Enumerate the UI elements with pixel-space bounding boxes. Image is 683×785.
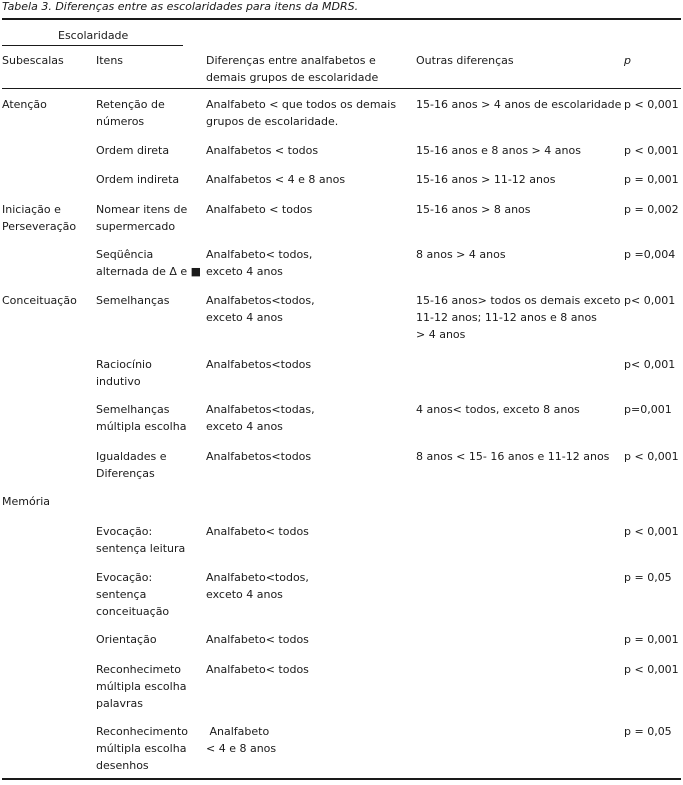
cell-outras-diferencas-line: 15-16 anos e 8 anos > 4 anos [416,144,581,157]
group-underline [2,45,183,46]
cell-p-value [624,142,682,159]
cell-diferenca-analfabetos-line: exceto 4 anos [206,420,283,433]
cell-outras-diferencas [416,171,616,188]
cell-item [96,96,201,130]
cell-p-value-line: p < 0,001 [624,98,679,111]
cell-diferenca-analfabetos [206,292,411,326]
cell-item-line: Semelhanças [96,403,170,416]
cell-p-value [624,292,682,309]
cell-p-value-line: p = 0,001 [624,633,679,646]
cell-p-value-line: p = 0,002 [624,203,679,216]
cell-outras-diferencas-line: 15-16 anos > 8 anos [416,203,531,216]
header-diferencas-line1: Diferenças entre analfabetos e [206,54,376,67]
cell-diferenca-analfabetos [206,401,411,435]
header-diferencas [206,52,411,86]
cell-item-line: alternada de Δ e ■ [96,265,202,278]
cell-subescala [2,292,92,309]
cell-item-line: desenhos [96,759,149,772]
cell-p-value [624,631,682,648]
cell-outras-diferencas-line: 11-12 anos; 11-12 anos e 8 anos [416,311,597,324]
header-diferencas-line2: demais grupos de escolaridade [206,71,379,84]
cell-subescala-line: Iniciação e [2,203,61,216]
cell-diferenca-analfabetos-line: Analfabeto<todos, [206,571,309,584]
cell-item-line: Seqüência [96,248,154,261]
cell-item-line: Ordem indireta [96,173,180,186]
cell-outras-diferencas-line: 15-16 anos > 11-12 anos [416,173,556,186]
cell-item [96,171,201,188]
cell-diferenca-analfabetos-line: exceto 4 anos [206,588,283,601]
cell-item-line: Reconhecimento [96,725,189,738]
cell-p-value-line: p< 0,001 [624,358,676,371]
table-caption: Tabela 3. Diferenças entre as escolaridades para itens da MDRS. [2,0,359,13]
cell-outras-diferencas-line: 4 anos< todos, exceto 8 anos [416,403,580,416]
cell-item-line: múltipla escolha [96,742,187,755]
cell-subescala [2,96,92,113]
header-group-escolaridade: Escolaridade [58,29,129,42]
cell-item [96,723,201,774]
cell-item-line: Evocação: [96,525,153,538]
cell-item-line: Semelhanças [96,294,170,307]
cell-subescala-line: Atenção [2,98,47,111]
cell-item-line: Nomear itens de [96,203,188,216]
cell-diferenca-analfabetos-line: Analfabetos<todos, [206,294,315,307]
cell-outras-diferencas-line: > 4 anos [416,328,466,341]
cell-diferenca-analfabetos-line: grupos de escolaridade. [206,115,339,128]
cell-diferenca-analfabetos [206,171,411,188]
cell-diferenca-analfabetos-line: Analfabetos < 4 e 8 anos [206,173,346,186]
cell-diferenca-analfabetos [206,246,411,280]
cell-diferenca-analfabetos-line: Analfabeto< todos [206,525,309,538]
cell-outras-diferencas-line: 15-16 anos > 4 anos de escolaridade [416,98,622,111]
cell-outras-diferencas-line: 15-16 anos> todos os demais exceto [416,294,621,307]
cell-item [96,142,201,159]
cell-p-value-line: p < 0,001 [624,144,679,157]
cell-p-value [624,661,682,678]
cell-diferenca-analfabetos-line: Analfabetos<todos [206,450,312,463]
cell-p-value [624,569,682,586]
cell-diferenca-analfabetos-line: Analfabetos < todos [206,144,319,157]
cell-diferenca-analfabetos-line: Analfabetos<todas, [206,403,315,416]
cell-subescala-line: Perseveração [2,220,77,233]
cell-diferenca-analfabetos-line: Analfabetos<todos [206,358,312,371]
cell-subescala [2,493,92,510]
cell-p-value [624,246,682,263]
cell-p-value-line: p< 0,001 [624,294,676,307]
header-subescalas: Subescalas [2,54,64,67]
cell-item-line: Diferenças [96,467,155,480]
header-itens: Itens [96,54,124,67]
cell-outras-diferencas-line: 8 anos > 4 anos [416,248,506,261]
cell-item [96,201,201,235]
cell-diferenca-analfabetos-line: exceto 4 anos [206,311,283,324]
cell-p-value [624,171,682,188]
cell-p-value [624,401,682,418]
cell-diferenca-analfabetos-line: Analfabeto [206,725,270,738]
cell-diferenca-analfabetos-line: exceto 4 anos [206,265,283,278]
cell-item-line: Ordem direta [96,144,170,157]
cell-diferenca-analfabetos-line: Analfabeto< todos, [206,248,313,261]
cell-outras-diferencas [416,401,616,418]
cell-item [96,448,201,482]
cell-diferenca-analfabetos-line: Analfabeto< todos [206,663,309,676]
header-outras-diferencas: Outras diferenças [416,54,514,67]
cell-p-value-line: p < 0,001 [624,663,679,676]
cell-subescala [2,201,92,235]
cell-item-line: Orientação [96,633,157,646]
cell-diferenca-analfabetos-line: Analfabeto < que todos os demais [206,98,397,111]
cell-p-value-line: p = 0,05 [624,725,672,738]
cell-subescala-line: Conceituação [2,294,77,307]
cell-p-value-line: p = 0,05 [624,571,672,584]
cell-diferenca-analfabetos [206,523,411,540]
cell-diferenca-analfabetos [206,723,411,757]
cell-item-line: múltipla escolha [96,680,187,693]
cell-p-value [624,96,682,113]
cell-item [96,292,201,309]
cell-diferenca-analfabetos [206,661,411,678]
cell-diferenca-analfabetos [206,142,411,159]
cell-item-line: Raciocínio [96,358,152,371]
bottom-rule [2,778,681,780]
cell-diferenca-analfabetos [206,631,411,648]
cell-diferenca-analfabetos [206,201,411,218]
cell-p-value-line: p=0,001 [624,403,672,416]
cell-item-line: Retenção de [96,98,165,111]
cell-outras-diferencas [416,142,616,159]
cell-outras-diferencas [416,448,616,465]
cell-p-value-line: p =0,004 [624,248,676,261]
cell-item-line: números [96,115,145,128]
cell-item-line: Igualdades e [96,450,167,463]
cell-outras-diferencas [416,292,621,343]
cell-item-line: múltipla escolha [96,420,187,433]
cell-item-line: indutivo [96,375,141,388]
cell-diferenca-analfabetos [206,569,411,603]
cell-item [96,356,201,390]
cell-p-value-line: p = 0,001 [624,173,679,186]
cell-p-value [624,523,682,540]
cell-subescala-line: Memória [2,495,51,508]
cell-item [96,401,201,435]
header-rule [2,88,681,89]
cell-outras-diferencas-line: 8 anos < 15- 16 anos e 11-12 anos [416,450,610,463]
cell-p-value-line: p < 0,001 [624,450,679,463]
cell-diferenca-analfabetos [206,96,411,130]
top-rule [2,18,681,20]
cell-outras-diferencas [416,201,616,218]
cell-p-value [624,723,682,740]
cell-item [96,246,201,280]
cell-diferenca-analfabetos-line: Analfabeto < todos [206,203,313,216]
cell-diferenca-analfabetos [206,448,411,465]
cell-item-line: Evocação: [96,571,153,584]
cell-p-value [624,448,682,465]
cell-item [96,631,201,648]
cell-diferenca-analfabetos [206,356,411,373]
cell-item [96,523,201,557]
cell-outras-diferencas [416,96,622,113]
cell-item-line: palavras [96,697,144,710]
cell-item-line: Reconhecimeto [96,663,182,676]
cell-diferenca-analfabetos-line: < 4 e 8 anos [206,742,277,755]
cell-item-line: sentença [96,588,147,601]
cell-item-line: conceituação [96,605,170,618]
header-p: p [624,54,631,67]
cell-item-line: sentença leitura [96,542,186,555]
cell-p-value [624,201,682,218]
cell-item [96,661,201,712]
cell-outras-diferencas [416,246,616,263]
cell-p-value-line: p < 0,001 [624,525,679,538]
cell-p-value [624,356,682,373]
cell-item [96,569,201,620]
cell-diferenca-analfabetos-line: Analfabeto< todos [206,633,309,646]
cell-item-line: supermercado [96,220,176,233]
